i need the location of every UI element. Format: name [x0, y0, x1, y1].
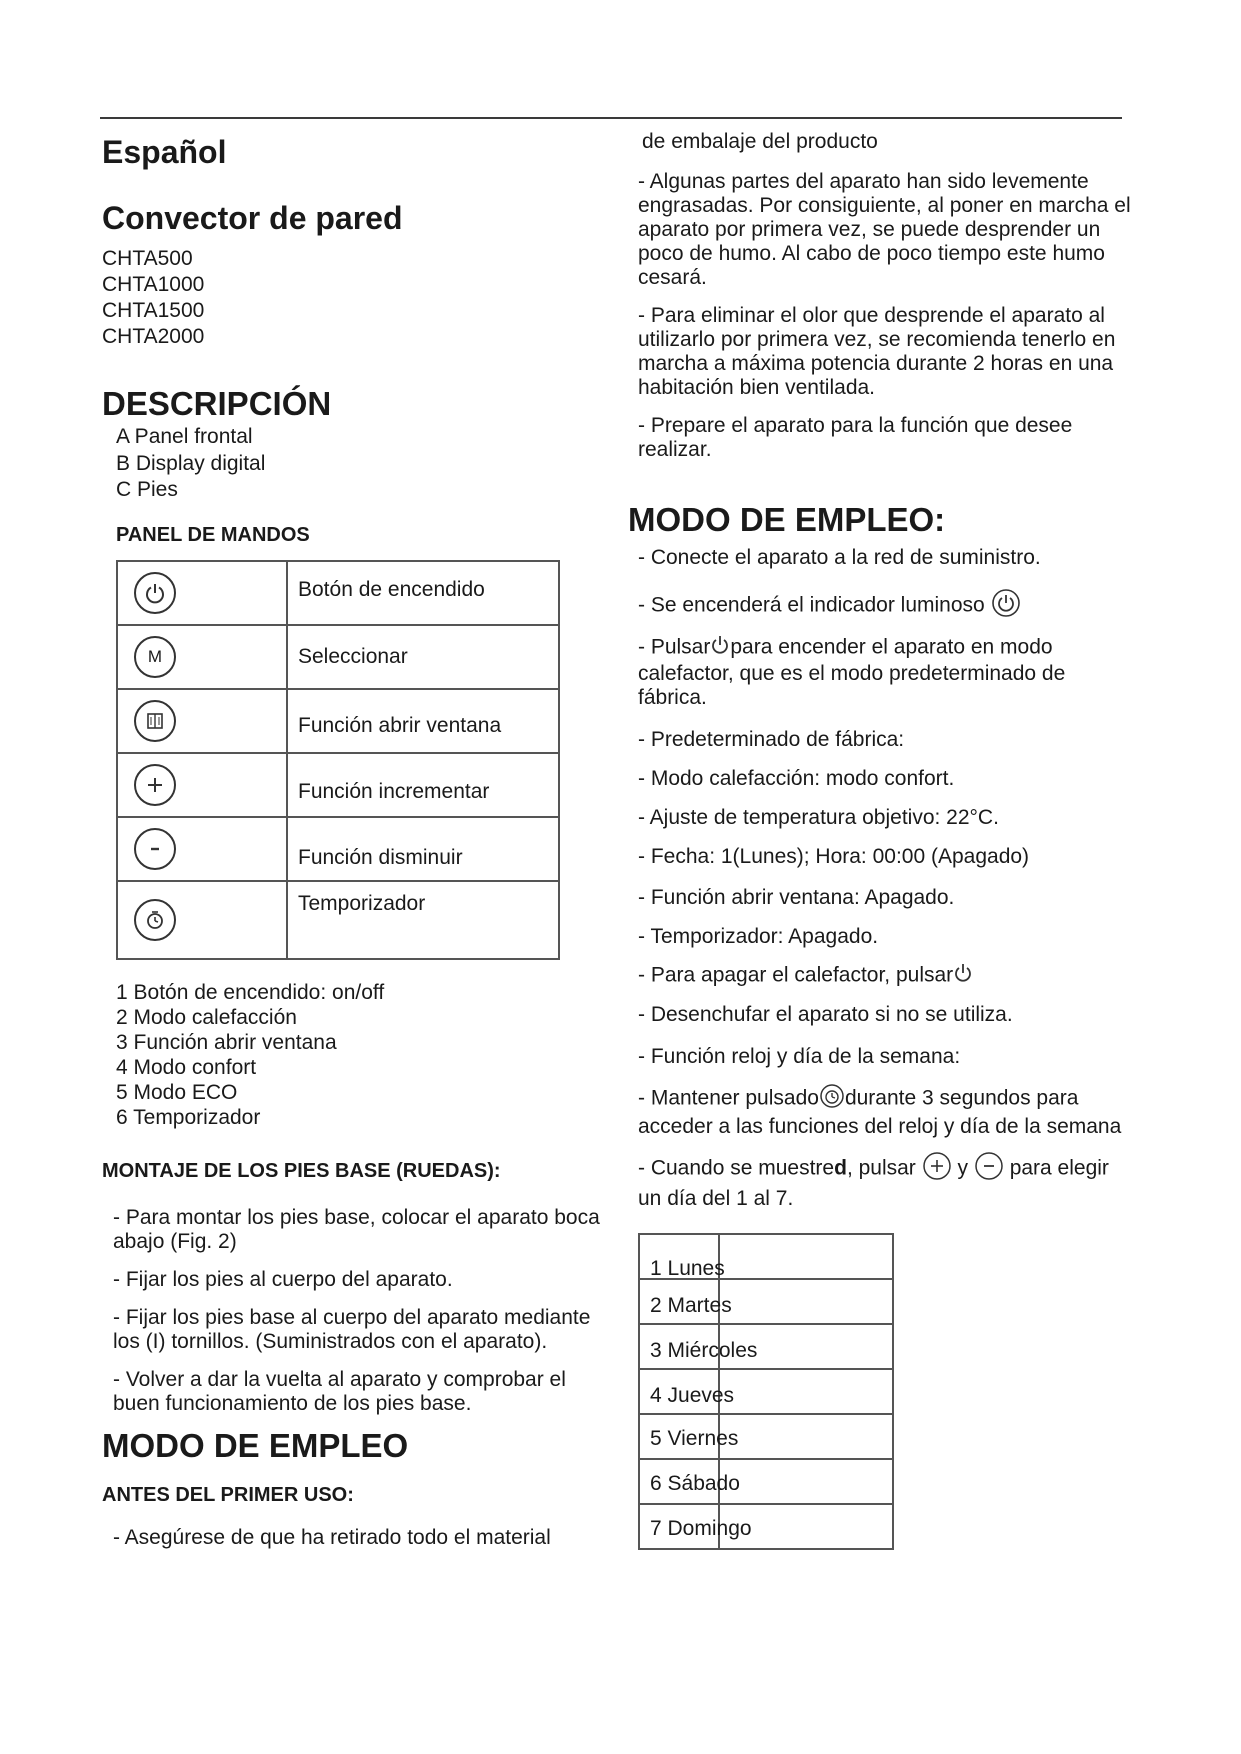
indicator-item: 6 Temporizador	[116, 1105, 261, 1129]
descripcion-item: A Panel frontal	[116, 425, 253, 448]
weekday-row	[639, 1369, 893, 1414]
panel-heading: PANEL DE MANDOS	[116, 523, 310, 546]
model-item: CHTA1500	[102, 299, 205, 322]
descripcion-item: B Display digital	[116, 451, 266, 475]
minus-icon	[974, 1151, 1004, 1187]
power-icon	[953, 962, 973, 990]
controls-row	[117, 881, 559, 959]
minus-icon	[134, 828, 176, 870]
weekday-label: 2 Martes	[650, 1294, 732, 1317]
weekday-row	[639, 1504, 893, 1549]
model-item: CHTA500	[102, 247, 193, 270]
left-column	[102, 130, 612, 1550]
plus-icon	[922, 1151, 952, 1187]
window-icon	[134, 700, 176, 742]
plus-icon	[134, 764, 176, 806]
indicator-item: 4 Modo confort	[116, 1055, 257, 1079]
default-item: - Ajuste de temperatura objetivo: 22°C.	[638, 806, 999, 829]
desenchufar-text: - Desenchufar el aparato si no se utiliza.	[638, 1003, 1013, 1026]
continuation-text: de embalaje del producto	[642, 130, 878, 153]
descripcion-item: C Pies	[116, 478, 178, 501]
weekday-row	[639, 1279, 893, 1324]
right-paragraph: - Algunas partes del aparato han sido levemente engrasadas. Por consiguiente, al poner en marcha el aparato por primera vez, se puede desprender un poco de humo. Al cabo de poco tiempo este humo cesará.	[638, 170, 1131, 289]
right-paragraph: - Prepare el aparato para la función que desee realizar.	[638, 414, 1073, 461]
m-icon: M	[134, 636, 176, 678]
modo-empleo-2-heading: MODO DE EMPLEO:	[628, 501, 946, 538]
controls-label: Función disminuir	[287, 817, 559, 881]
modo-empleo-heading: MODO DE EMPLEO	[102, 1426, 409, 1464]
controls-label: Función abrir ventana	[287, 689, 559, 753]
model-item: CHTA1000	[102, 273, 205, 296]
indicador-line: - Se encenderá el indicador luminoso	[638, 588, 1138, 624]
timer-icon	[134, 899, 176, 941]
controls-label: Temporizador	[287, 881, 559, 959]
default-item: - Función abrir ventana: Apagado.	[638, 886, 955, 909]
weekday-label: 3 Miércoles	[650, 1339, 758, 1362]
indicator-item: 2 Modo calefacción	[116, 1005, 297, 1029]
weekday-row	[639, 1459, 893, 1504]
indicator-item: 5 Modo ECO	[116, 1080, 238, 1104]
timer-icon	[819, 1083, 845, 1115]
weekday-table	[638, 1233, 894, 1550]
descripcion-heading: DESCRIPCIÓN	[102, 385, 332, 422]
weekday-label: 4 Jueves	[650, 1384, 735, 1407]
controls-row	[117, 753, 559, 817]
model-list	[102, 246, 612, 350]
weekday-label: 7 Domingo	[650, 1517, 752, 1540]
montaje-paragraph: - Fijar los pies base al cuerpo del aparato mediante los (I) tornillos. (Suministrados con el aparato).	[113, 1305, 591, 1353]
controls-label: Función incrementar	[287, 753, 559, 817]
default-item: - Temporizador: Apagado.	[638, 925, 879, 948]
descripcion-list	[116, 424, 612, 504]
montaje-paragraph: - Fijar los pies al cuerpo del aparato.	[113, 1267, 453, 1291]
weekday-label: 1 Lunes	[650, 1257, 725, 1280]
montaje-heading: MONTAJE DE LOS PIES BASE (RUEDAS):	[102, 1159, 501, 1182]
controls-table	[116, 560, 560, 960]
product-title: Convector de pared	[102, 200, 403, 236]
controls-row	[117, 561, 559, 625]
controls-row	[117, 817, 559, 881]
controls-row	[117, 625, 559, 689]
right-paragraph: - Para eliminar el olor que desprende el aparato al utilizarlo por primera vez, se recomienda tenerlo en marcha a máxima potencia durante 2 horas en una habitación bien ventilada.	[638, 304, 1116, 399]
day-symbol: d	[834, 1156, 847, 1180]
default-item: - Predeterminado de fábrica:	[638, 728, 905, 751]
conecte-text: - Conecte el aparato a la red de suministro.	[638, 546, 1041, 569]
mantener-paragraph: - Mantener pulsado durante 3 segundos para acceder a las funciones del reloj y día de la semana	[638, 1083, 1138, 1139]
cuando-paragraph: - Cuando se muestred, pulsar y para elegir un día del 1 al 7.	[638, 1151, 1138, 1211]
indicator-item: 3 Función abrir ventana	[116, 1030, 337, 1054]
indicator-list	[116, 980, 612, 1130]
power-icon	[991, 588, 1021, 624]
apagar-line: - Para apagar el calefactor, pulsar	[638, 962, 1138, 990]
weekday-row	[639, 1414, 893, 1459]
weekday-row	[639, 1324, 893, 1369]
montaje-paragraph: - Para montar los pies base, colocar el aparato boca abajo (Fig. 2)	[113, 1205, 600, 1253]
weekday-label: 6 Sábado	[650, 1472, 740, 1495]
model-item: CHTA2000	[102, 325, 205, 348]
default-item: - Fecha: 1(Lunes); Hora: 00:00 (Apagado)	[638, 845, 1030, 868]
controls-label: Seleccionar	[287, 625, 559, 689]
montaje-paragraph: - Volver a dar la vuelta al aparato y comprobar el buen funcionamiento de los pies base.	[113, 1367, 566, 1415]
pulsar-paragraph: - Pulsar para encender el aparato en modo calefactor, que es el modo predeterminado de fábrica.	[638, 635, 1066, 709]
language-heading: Español	[102, 134, 227, 170]
controls-row	[117, 689, 559, 753]
top-rule	[100, 117, 1122, 119]
weekday-row	[639, 1234, 893, 1279]
weekday-label: 5 Viernes	[650, 1427, 739, 1450]
right-column	[628, 130, 1138, 1550]
power-icon	[134, 572, 176, 614]
antes-paragraph: - Asegúrese de que ha retirado todo el material	[113, 1525, 551, 1549]
reloj-text: - Función reloj y día de la semana:	[638, 1045, 961, 1068]
antes-heading: ANTES DEL PRIMER USO:	[102, 1483, 354, 1506]
default-item: - Modo calefacción: modo confort.	[638, 767, 955, 790]
indicator-item: 1 Botón de encendido: on/off	[116, 980, 385, 1004]
controls-label: Botón de encendido	[287, 561, 559, 625]
power-icon	[710, 634, 730, 662]
